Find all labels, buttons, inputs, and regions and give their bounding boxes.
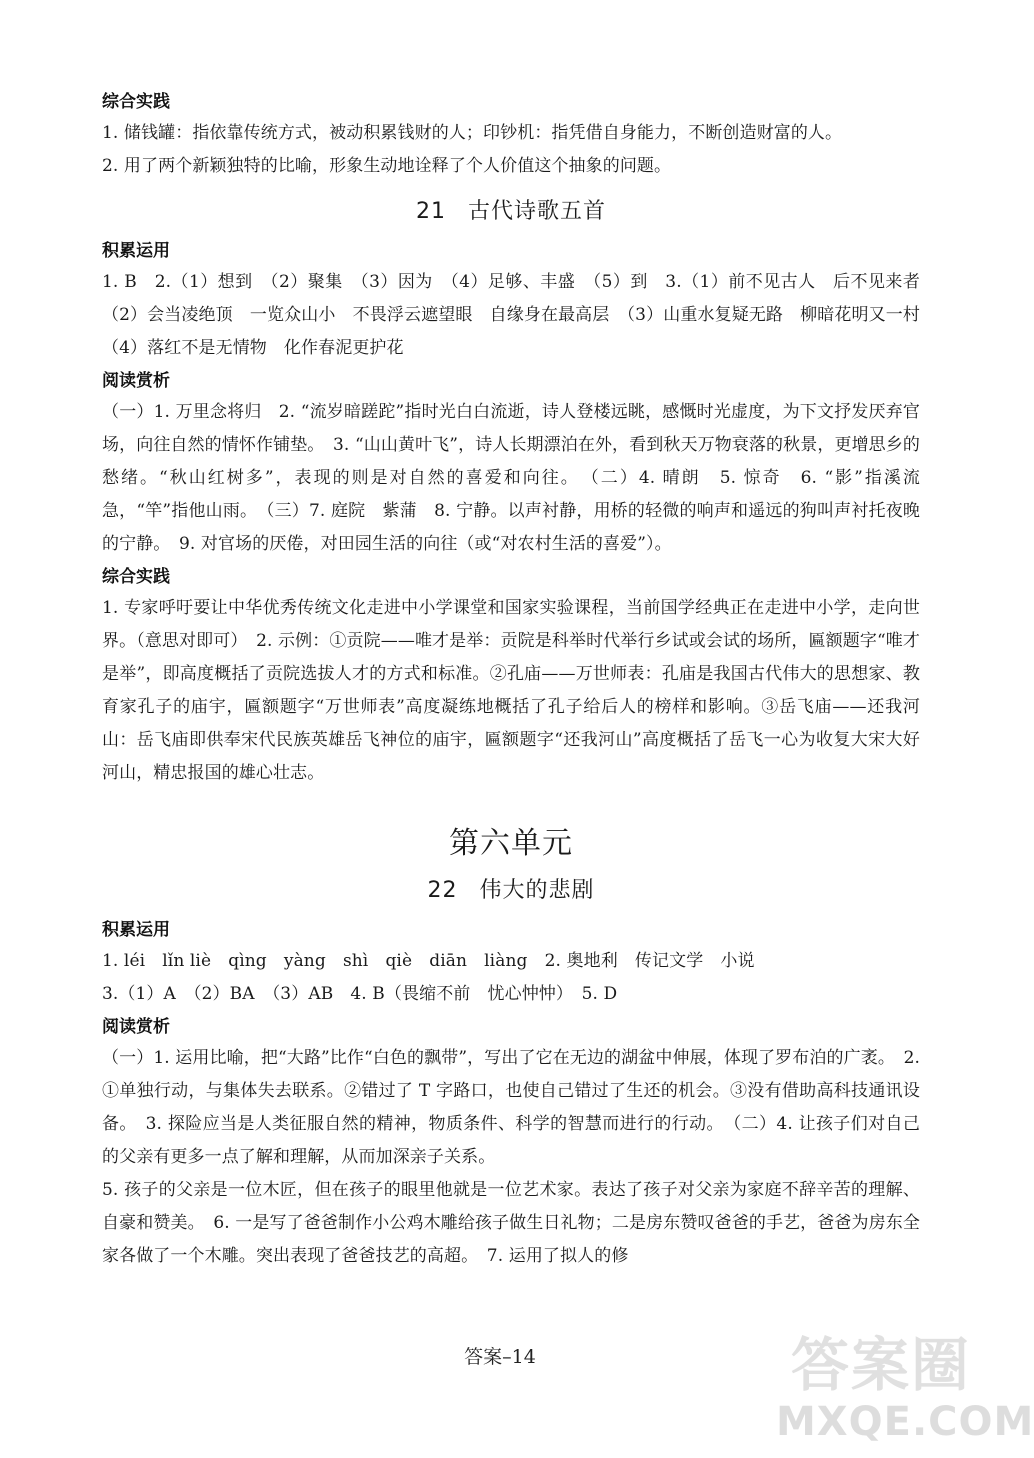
answer-paragraph: （一）1. 运用比喻，把“大路”比作“白色的飘带”，写出了它在无边的湖盆中伸展，体现了罗布泊的广袤。 2. ①单独行动，与集体失去联系。②错过了 T 字路口，也使自己错过了生还的机会。③没有借助高科技通讯设备。 3. 探险应当是人类征服自然的精神，物质条件、科学的智慧而进行的行动。 （二）4. 让孩子们对自己的父亲有更多一点了解和理解，从而加深亲子关系。 bbox=[102, 1048, 920, 1167]
lesson-name: 伟大的悲剧 bbox=[479, 878, 595, 903]
section-heading-practice: 综合实践 bbox=[102, 567, 170, 587]
lesson-21-title bbox=[102, 197, 920, 227]
watermark bbox=[776, 1330, 1034, 1450]
lesson-number: 21 bbox=[415, 199, 446, 224]
answer-paragraph: （一）1. 万里念将归 2. “流岁暗蹉跎”指时光白白流逝，诗人登楼远眺，感慨时光虚度，为下文抒发厌弃官场，向往自然的情怀作铺垫。 3. “山山黄叶飞”，诗人长期漂泊在外，看到秋天万物衰落的秋景，更增思乡的愁绪。“秋山红树多”，表现的则是对自然的喜爱和向往。 （二）4. 晴朗 5. 惊奇 6. “影”指溪流急，“竿”指他山雨。 （三）7. 庭院 紫蒲 8. 宁静。以声衬静，用桥的轻微的响声和遥远的狗叫声衬托夜晚的宁静。 9. 对官场的厌倦，对田园生活的向往（或“对农村生活的喜爱”）。 bbox=[102, 402, 920, 554]
unit-title: 第六单元 bbox=[449, 826, 573, 861]
lesson-name: 古代诗歌五首 bbox=[467, 199, 606, 224]
answer-page bbox=[102, 86, 938, 1273]
section-heading-reading: 阅读赏析 bbox=[102, 1017, 170, 1037]
answer-paragraph: 1. léi lǐn liè qìng yàng shì qiè diān liàng 2. 奥地利 传记文学 小说 bbox=[102, 951, 755, 971]
section-heading-reading: 阅读赏析 bbox=[102, 371, 170, 391]
watermark-url: MXQE.COM bbox=[776, 1399, 1034, 1445]
answer-paragraph: 1. 储钱罐：指依靠传统方式，被动积累钱财的人；印钞机：指凭借自身能力，不断创造财富的人。 bbox=[102, 123, 843, 143]
section-heading-accumulation: 积累运用 bbox=[102, 920, 170, 940]
answer-paragraph: 1. 专家呼吁要让中华优秀传统文化走进中小学课堂和国家实验课程，当前国学经典正在走进中小学，走向世界。（意思对即可） 2. 示例：①贡院——唯才是举：贡院是科举时代举行乡试或会试的场所，匾额题字“唯才是举”，即高度概括了贡院选拔人才的方式和标准。②孔庙——万世师表：孔庙是我国古代伟大的思想家、教育家孔子的庙宇，匾额题字“万世师表”高度凝练地概括了孔子给后人的榜样和影响。③岳飞庙——还我河山：岳飞庙即供奉宋代民族英雄岳飞神位的庙宇，匾额题字“还我河山”高度概括了岳飞一心为收复大宋大好河山，精忠报国的雄心壮志。 bbox=[102, 598, 920, 783]
page-number: 答案–14 bbox=[464, 1346, 536, 1368]
answer-paragraph: 3.（1）A （2）BA （3）AB 4. B（畏缩不前 忧心忡忡） 5. D bbox=[102, 984, 618, 1004]
watermark-logo-icon: 答案圈 bbox=[790, 1331, 971, 1399]
section-heading-practice: 综合实践 bbox=[102, 92, 170, 112]
answer-paragraph: 2. 用了两个新颖独特的比喻，形象生动地诠释了个人价值这个抽象的问题。 bbox=[102, 156, 672, 176]
lesson-number: 22 bbox=[427, 878, 458, 903]
section-heading-accumulation: 积累运用 bbox=[102, 241, 170, 261]
answer-paragraph: 1. B 2.（1）想到 （2）聚集 （3）因为 （4）足够、丰盛 （5）到 3.（1）前不见古人 后不见来者 （2）会当凌绝顶 一览众山小 不畏浮云遮望眼 自缘身在最高层 （3）山重水复疑无路 柳暗花明又一村 （4）落红不是无情物 化作春泥更护花 bbox=[102, 272, 938, 358]
answer-paragraph: 5. 孩子的父亲是一位木匠，但在孩子的眼里他就是一位艺术家。表达了孩子对父亲为家庭不辞辛苦的理解、自豪和赞美。 6. 一是写了爸爸制作小公鸡木雕给孩子做生日礼物；二是房东赞叹爸爸的手艺，爸爸为房东全家各做了一个木雕。突出表现了爸爸技艺的高超。 7. 运用了拟人的修 bbox=[102, 1180, 920, 1266]
lesson-22-title bbox=[102, 876, 920, 906]
